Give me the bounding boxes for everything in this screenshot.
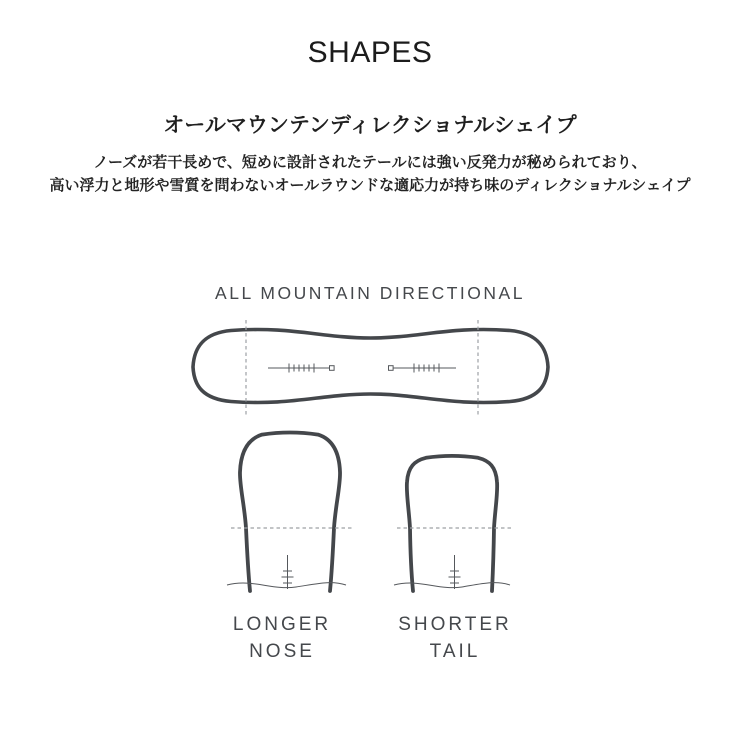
nose-label-line-2: NOSE xyxy=(249,641,315,662)
tail-label-line-2: TAIL xyxy=(429,641,481,662)
tail-detail xyxy=(394,456,511,591)
shape-subtitle-japanese: オールマウンテンディレクショナルシェイプ xyxy=(163,114,577,137)
nose-label-line-1: LONGER xyxy=(232,614,332,635)
stance-marks-right xyxy=(389,364,457,373)
tail-label-line-1: SHORTER xyxy=(398,614,512,635)
tail-measure-mark xyxy=(449,555,461,589)
page-title: SHAPES xyxy=(307,36,433,69)
description-line-2: 高い浮力と地形や雪質を問わないオールラウンドな適応力が持ち味のディレクショナルシェイプ xyxy=(49,177,691,194)
nose-detail xyxy=(227,433,352,592)
description-line-1: ノーズが若干長めで、短めに設計されたテールには強い反発力が秘められており、 xyxy=(93,154,647,171)
nose-measure-mark xyxy=(282,555,294,589)
nose-outline xyxy=(240,433,340,592)
board-top-view xyxy=(193,320,548,415)
stance-marks-left xyxy=(268,364,334,373)
tail-label xyxy=(345,611,565,665)
diagram-heading: ALL MOUNTAIN DIRECTIONAL xyxy=(215,283,525,303)
